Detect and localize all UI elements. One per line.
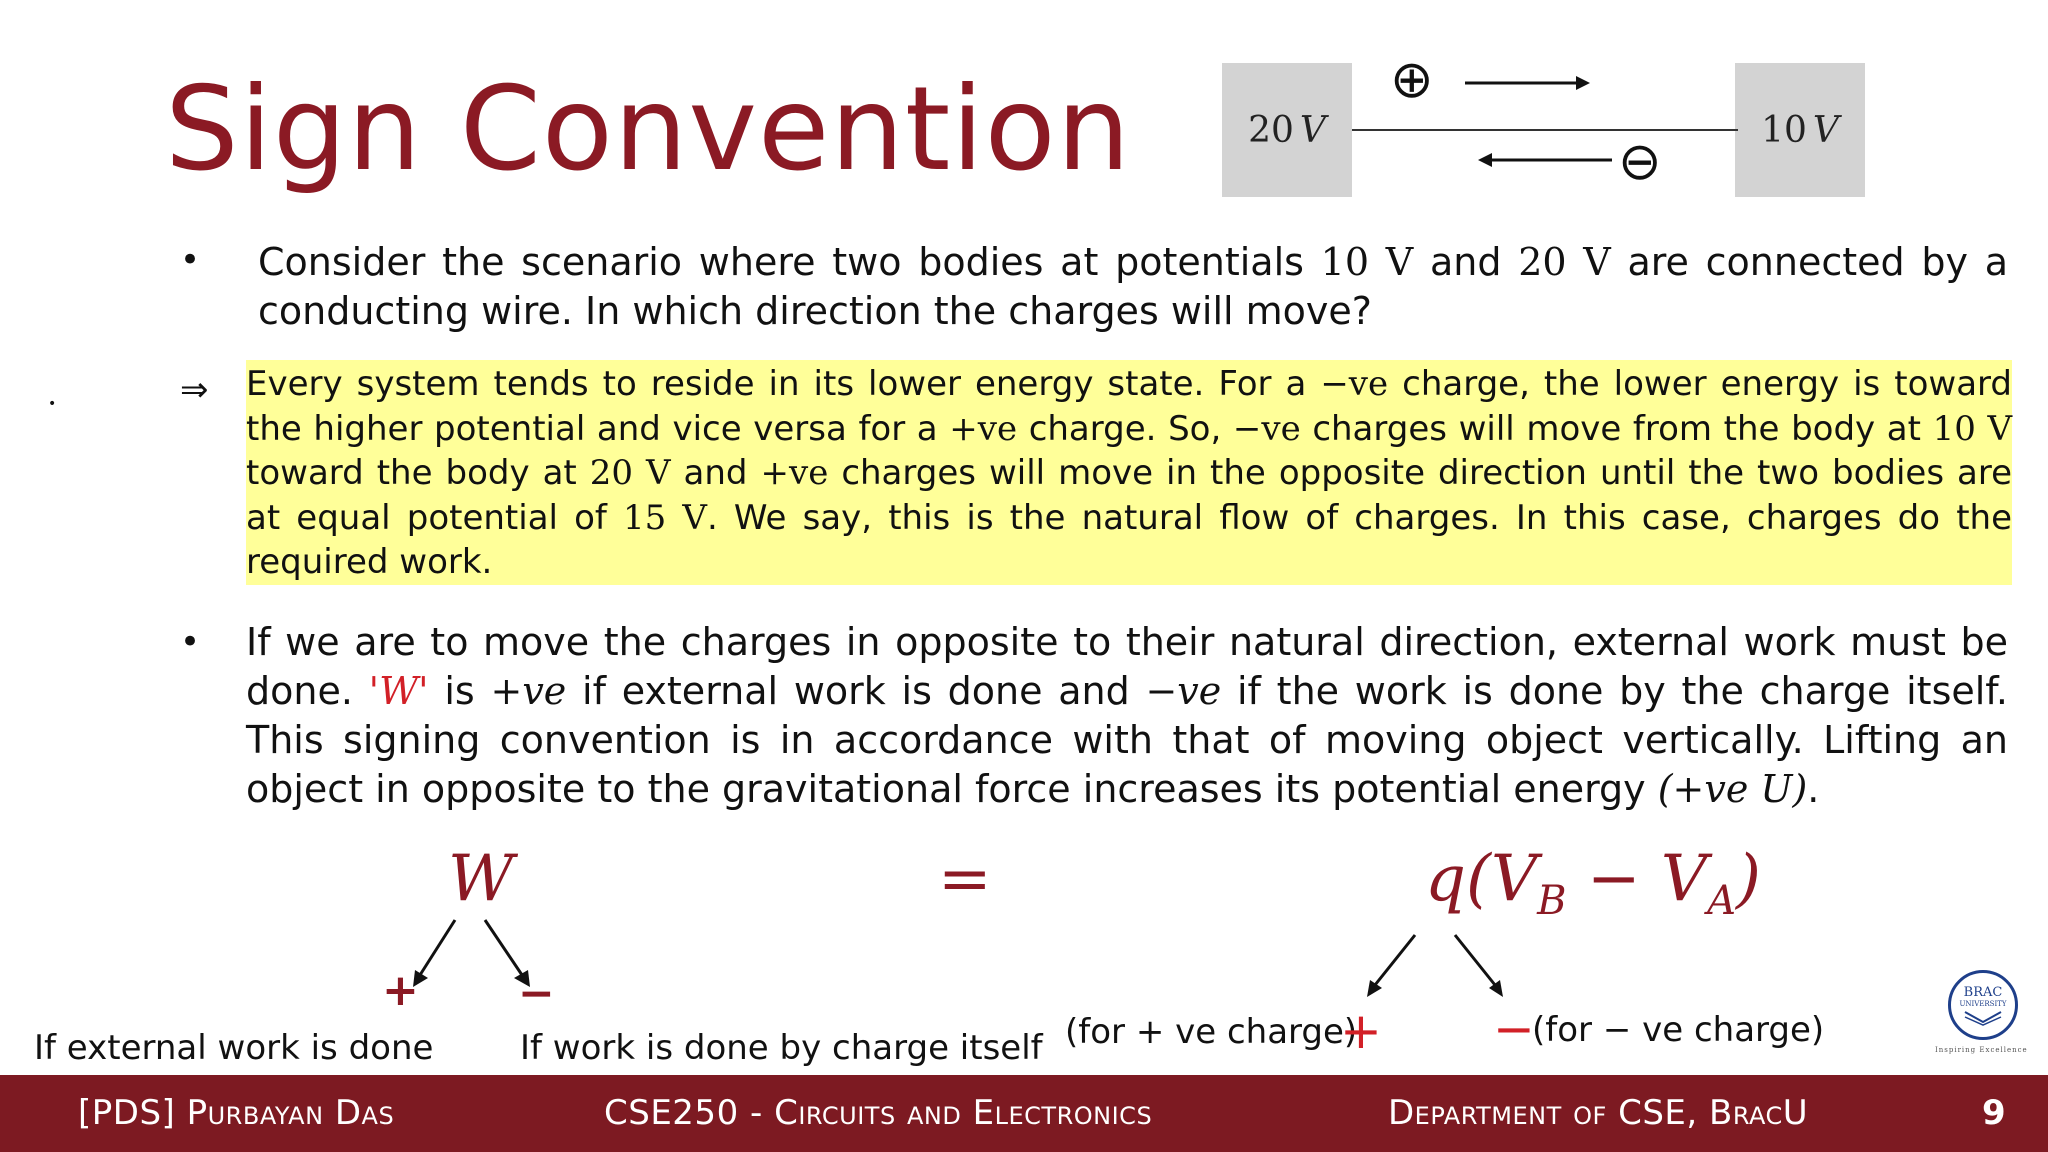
rhs-sub-a: A xyxy=(1707,877,1736,924)
w-plus-caption: If external work is done xyxy=(34,1028,434,1068)
text-run: charge, the lower energy is toward the higher potential and vice versa for a xyxy=(246,364,2012,449)
footer-course: CSE250 - Circuits and Electronics xyxy=(604,1093,1153,1133)
text-run: charge. So, xyxy=(1017,408,1233,449)
footer-author: [PDS] Purbayan Das xyxy=(78,1093,395,1133)
rhs-sub-b: B xyxy=(1537,877,1567,924)
w-plus-sign: + xyxy=(382,965,419,1016)
bullet-marker: • xyxy=(180,622,201,662)
text-run: . We say, this is the natural flow of charges. In this case, charges do the required xyxy=(246,497,2012,582)
text-run-last-line: work. xyxy=(399,542,493,582)
text-run: toward the body at xyxy=(246,453,590,493)
math-pos-ve: +ve xyxy=(760,453,829,493)
math-pos-ve: +ve xyxy=(949,408,1018,449)
math-10v: 10 V xyxy=(1320,240,1414,284)
rhs-q: q(V xyxy=(1425,842,1538,916)
box-10v xyxy=(1735,63,1865,197)
text-run: and xyxy=(670,453,761,493)
box-20v xyxy=(1222,63,1352,197)
text-run: is xyxy=(428,669,491,713)
logo-line1: BRAC xyxy=(1963,985,2003,1000)
math-w: 'W' xyxy=(368,669,429,713)
positive-charge-icon: ⊕ xyxy=(1390,50,1434,110)
stray-dot: • xyxy=(48,396,57,412)
logo-book-icon xyxy=(1963,1010,2003,1026)
footer-department: Department of CSE, BracU xyxy=(1388,1093,1809,1133)
slide-title: Sign Convention xyxy=(165,62,1132,197)
text-run: charges will move in the opposite direction until the two bodies are at equal potential of xyxy=(246,453,2012,538)
q-plus-caption: (for + ve charge) xyxy=(1065,1012,1358,1052)
box-20v-unit: V xyxy=(1299,109,1326,151)
q-minus-sign: − xyxy=(1493,1000,1535,1058)
math-neg-ve: −ve xyxy=(1320,364,1389,404)
implies-icon: ⇒ xyxy=(180,370,209,410)
math-pos-ve: +ve xyxy=(490,669,567,713)
math-neg-ve: −ve xyxy=(1232,408,1301,449)
text-run: . xyxy=(1807,767,1820,811)
rhs-close: ) xyxy=(1735,842,1761,916)
footer-bar xyxy=(0,1075,2048,1152)
brac-logo-icon xyxy=(1948,970,2018,1040)
logo-tagline: Inspiring Excellence xyxy=(1935,1046,2028,1054)
text-run: Consider the scenario where two bodies at potentials xyxy=(258,240,1321,284)
equation-equals: = xyxy=(938,842,992,916)
equation-lhs: W xyxy=(448,842,514,916)
box-10v-unit: V xyxy=(1812,109,1839,151)
text-run: and xyxy=(1413,240,1519,284)
negative-charge-icon: ⊖ xyxy=(1618,132,1662,192)
w-minus-caption: If work is done by charge itself xyxy=(520,1028,1043,1068)
page-number: 9 xyxy=(1982,1093,2007,1133)
arrow-right-head xyxy=(1576,76,1590,90)
math-20v: 20 V xyxy=(1518,240,1611,284)
box-10v-value: 10 xyxy=(1761,109,1807,151)
equation-rhs xyxy=(1425,842,1761,924)
text-run: If we are to move the charges in opposite to their natural direction, external work must be done. xyxy=(246,620,2008,713)
logo-line2: UNIVERSITY xyxy=(1959,1000,2007,1008)
text-run: if external work is done and xyxy=(566,669,1146,713)
text-run: are connected by a conducting wire. In which direction the charges will move? xyxy=(258,240,2009,333)
rhs-minus: − V xyxy=(1566,842,1708,916)
sign-convention-paragraph xyxy=(246,618,2008,814)
question-paragraph xyxy=(258,238,2008,336)
box-20v-value: 20 xyxy=(1248,109,1294,151)
text-run: if the work is done by the charge itself. This signing convention is in accordance with that of moving object vertically. Lifting an object in opposite to the gravitational force increases its potential energy xyxy=(246,669,2008,811)
bullet-marker: • xyxy=(180,240,201,280)
math-neg-ve: −ve xyxy=(1145,669,1222,713)
math-15v: 15 V xyxy=(623,497,707,538)
math-10v: 10 V xyxy=(1932,408,2012,449)
math-20v: 20 V xyxy=(589,453,671,493)
q-branch-arrows xyxy=(1345,930,1525,1010)
text-run: charges will move from the body at xyxy=(1300,408,1933,449)
answer-paragraph xyxy=(246,360,2012,585)
math-pos-ve-u: (+ve U) xyxy=(1657,767,1808,811)
q-plus-sign: + xyxy=(1340,1002,1382,1060)
arrow-left-head xyxy=(1478,153,1492,167)
text-run: Every system tends to reside in its lower energy state. For a xyxy=(246,364,1321,404)
q-minus-caption: (for − ve charge) xyxy=(1532,1010,1825,1050)
w-minus-sign: − xyxy=(518,968,555,1019)
